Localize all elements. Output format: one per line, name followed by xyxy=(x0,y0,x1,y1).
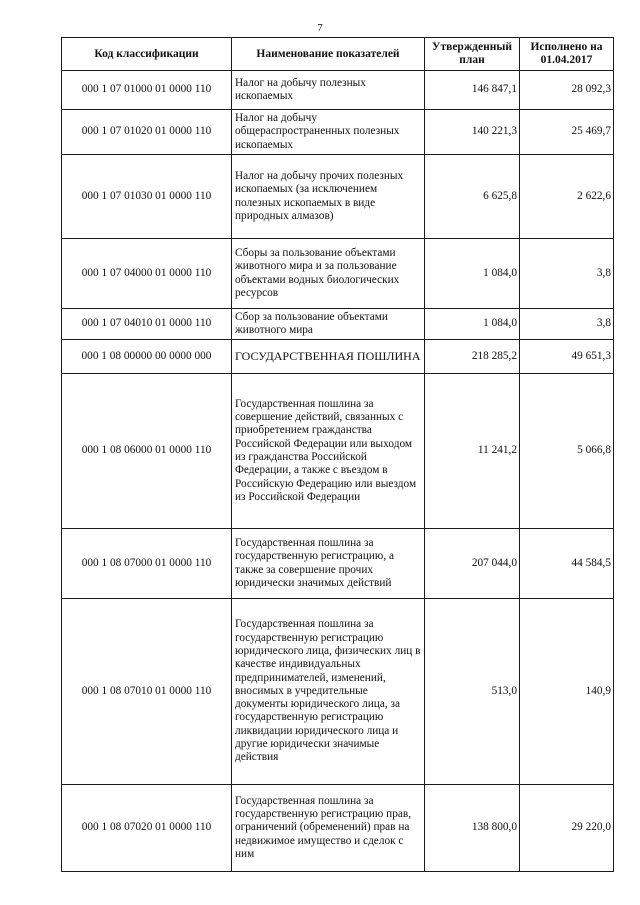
table-row xyxy=(62,340,614,374)
row-plan: 1 084,0 xyxy=(425,309,520,340)
row-name: Налог на добычу прочих полезных ископаемых (за исключением полезных ископаемых в виде природных алмазов) xyxy=(232,155,425,239)
row-plan: 218 285,2 xyxy=(425,340,520,374)
row-name: Сборы за пользование объектами животного мира и за пользование объектами водных биологических ресурсов xyxy=(232,239,425,309)
row-done: 5 066,8 xyxy=(520,374,614,529)
row-done: 29 220,0 xyxy=(520,785,614,872)
header-done: Исполнено на 01.04.2017 xyxy=(520,38,614,71)
header-code: Код классификации xyxy=(62,38,232,71)
row-code: 000 1 08 07000 01 0000 110 xyxy=(62,529,232,599)
row-code: 000 1 07 01030 01 0000 110 xyxy=(62,155,232,239)
table-row xyxy=(62,239,614,309)
row-code: 000 1 07 01000 01 0000 110 xyxy=(62,71,232,110)
row-done: 44 584,5 xyxy=(520,529,614,599)
row-plan: 138 800,0 xyxy=(425,785,520,872)
table-row xyxy=(62,785,614,872)
row-name: Государственная пошлина за совершение действий, связанных с приобретением гражданства Российской Федерации или выходом из гражданства Российской Федерации, а также с въездом в Российскую Федерацию или выездом из Российской Федерации xyxy=(232,374,425,529)
row-plan: 140 221,3 xyxy=(425,110,520,155)
table-row xyxy=(62,155,614,239)
row-done: 3,8 xyxy=(520,239,614,309)
table-row xyxy=(62,71,614,110)
row-done: 3,8 xyxy=(520,309,614,340)
budget-table xyxy=(61,37,614,872)
row-code: 000 1 07 04010 01 0000 110 xyxy=(62,309,232,340)
row-name: ГОСУДАРСТВЕННАЯ ПОШЛИНА xyxy=(232,340,425,374)
row-code: 000 1 08 00000 00 0000 000 xyxy=(62,340,232,374)
header-plan: Утвержденный план xyxy=(425,38,520,71)
table-row xyxy=(62,110,614,155)
table-row xyxy=(62,309,614,340)
row-plan: 1 084,0 xyxy=(425,239,520,309)
row-plan: 11 241,2 xyxy=(425,374,520,529)
table-row xyxy=(62,599,614,785)
row-code: 000 1 08 07020 01 0000 110 xyxy=(62,785,232,872)
row-plan: 6 625,8 xyxy=(425,155,520,239)
row-code: 000 1 08 06000 01 0000 110 xyxy=(62,374,232,529)
page-number: 7 xyxy=(317,22,323,34)
table-row xyxy=(62,529,614,599)
row-plan: 207 044,0 xyxy=(425,529,520,599)
header-name: Наименование показателей xyxy=(232,38,425,71)
row-code: 000 1 08 07010 01 0000 110 xyxy=(62,599,232,785)
table-row xyxy=(62,374,614,529)
row-code: 000 1 07 01020 01 0000 110 xyxy=(62,110,232,155)
row-plan: 146 847,1 xyxy=(425,71,520,110)
row-done: 140,9 xyxy=(520,599,614,785)
table-header-row xyxy=(62,38,614,71)
row-name: Государственная пошлина за государственную регистрацию, а также за совершение прочих юридически значимых действий xyxy=(232,529,425,599)
row-code: 000 1 07 04000 01 0000 110 xyxy=(62,239,232,309)
row-done: 25 469,7 xyxy=(520,110,614,155)
row-done: 49 651,3 xyxy=(520,340,614,374)
row-name: Налог на добычу общераспространенных полезных ископаемых xyxy=(232,110,425,155)
row-name: Государственная пошлина за государственную регистрацию юридического лица, физических лиц в качестве индивидуальных предпринимателей, изменений, вносимых в учредительные документы юридического лица, за государственную регистрацию ликвидации юридического лица и другие юридически значимые действия xyxy=(232,599,425,785)
row-name: Налог на добычу полезных ископаемых xyxy=(232,71,425,110)
row-done: 2 622,6 xyxy=(520,155,614,239)
row-done: 28 092,3 xyxy=(520,71,614,110)
row-name: Сбор за пользование объектами животного мира xyxy=(232,309,425,340)
row-name: Государственная пошлина за государственную регистрацию прав, ограничений (обременений) прав на недвижимое имущество и сделок с ним xyxy=(232,785,425,872)
row-plan: 513,0 xyxy=(425,599,520,785)
